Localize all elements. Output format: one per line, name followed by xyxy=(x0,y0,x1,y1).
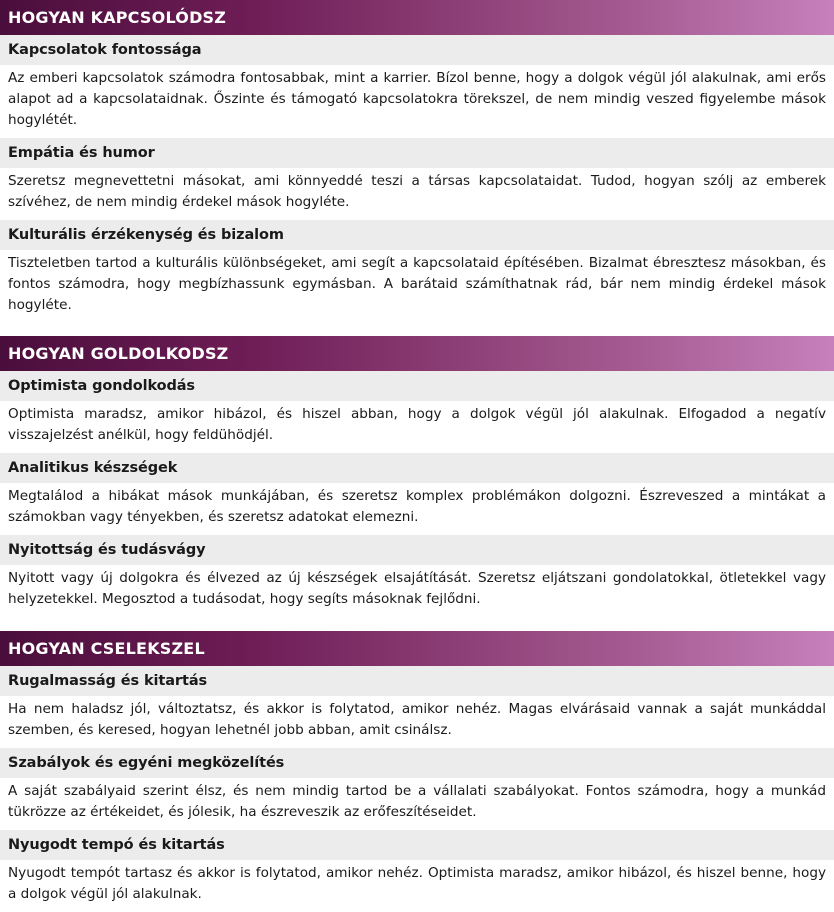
item-text: Az emberi kapcsolatok számodra fontosabbak, mint a karrier. Bízol benne, hogy a dolgok végül jól alakulnak, ami erős alapot ad a kapcsolataidnak. Őszinte és támogató kapcsolatokra törekszel, de nem mindig veszed figyelembe mások hogylétét. xyxy=(8,70,826,128)
item-text: Nyugodt tempót tartasz és akkor is folytatod, amikor nehéz. Optimista maradsz, amikor hibázol, és hiszel benne, hogy a dolgok végül jól alakulnak. xyxy=(8,865,826,902)
item-text: Ha nem haladsz jól, változtatsz, és akkor is folytatod, amikor nehéz. Magas elvárásaid vannak a saját munkáddal szemben, és keresed, hogyan lehetnél jobb abban, amit csinálsz. xyxy=(8,701,826,738)
item-text: Nyitott vagy új dolgokra és élvezed az új készségek elsajátítását. Szeretsz eljátszani gondolatokkal, ötletekkel vagy helyzetekkel. Megosztod a tudásodat, hogy segíts másoknak fejlődni. xyxy=(8,570,826,607)
section-how-you-think xyxy=(0,336,834,617)
item-title: Szabályok és egyéni megközelítés xyxy=(0,748,834,778)
item-text: Optimista maradsz, amikor hibázol, és hiszel abban, hogy a dolgok végül jól alakulnak. Elfogadod a negatív visszajelzést anélkül, hogy feldühödjél. xyxy=(8,406,826,443)
item-rules-individual-approach xyxy=(0,748,834,830)
item-openness-curiosity xyxy=(0,535,834,617)
section-how-you-connect xyxy=(0,0,834,323)
item-relationships-importance xyxy=(0,35,834,138)
section-how-you-act xyxy=(0,631,834,912)
item-empathy-humor xyxy=(0,138,834,220)
item-title: Kulturális érzékenység és bizalom xyxy=(0,220,834,250)
section-header: HOGYAN CSELEKSZEL xyxy=(0,631,834,666)
section-header: HOGYAN KAPCSOLÓDSZ xyxy=(0,0,834,35)
item-calm-pace-persistence xyxy=(0,830,834,912)
item-title: Optimista gondolkodás xyxy=(0,371,834,401)
item-analytical-skills xyxy=(0,453,834,535)
item-title: Rugalmasság és kitartás xyxy=(0,666,834,696)
item-text: Szeretsz megnevettetni másokat, ami könnyeddé teszi a társas kapcsolataidat. Tudod, hogyan szólj az emberek szívéhez, de nem mindig érdekel mások hogyléte. xyxy=(8,173,826,210)
section-header: HOGYAN GOLDOLKODSZ xyxy=(0,336,834,371)
item-optimistic-thinking xyxy=(0,371,834,453)
item-title: Kapcsolatok fontossága xyxy=(0,35,834,65)
item-title: Analitikus készségek xyxy=(0,453,834,483)
item-title: Nyitottság és tudásvágy xyxy=(0,535,834,565)
item-text: Tiszteletben tartod a kulturális különbségeket, ami segít a kapcsolataid építésében. Bizalmat ébresztesz másokban, és fontos számodra, hogy megbízhassunk egymásban. A barátaid számíthatnak rád, bár nem mindig érdekel mások hogyléte. xyxy=(8,255,826,313)
item-text: A saját szabályaid szerint élsz, és nem mindig tartod be a vállalati szabályokat. Fontos számodra, hogy a munkád tükrözze az értékeidet, és jólesik, ha észreveszik az erőfeszítéseidet. xyxy=(8,783,826,820)
item-title: Nyugodt tempó és kitartás xyxy=(0,830,834,860)
item-title: Empátia és humor xyxy=(0,138,834,168)
item-cultural-sensitivity-trust xyxy=(0,220,834,323)
item-flexibility-persistence xyxy=(0,666,834,748)
item-text: Megtalálod a hibákat mások munkájában, és szeretsz komplex problémákon dolgozni. Észreveszed a mintákat a számokban vagy tényekben, és szeretsz adatokat elemezni. xyxy=(8,488,826,525)
